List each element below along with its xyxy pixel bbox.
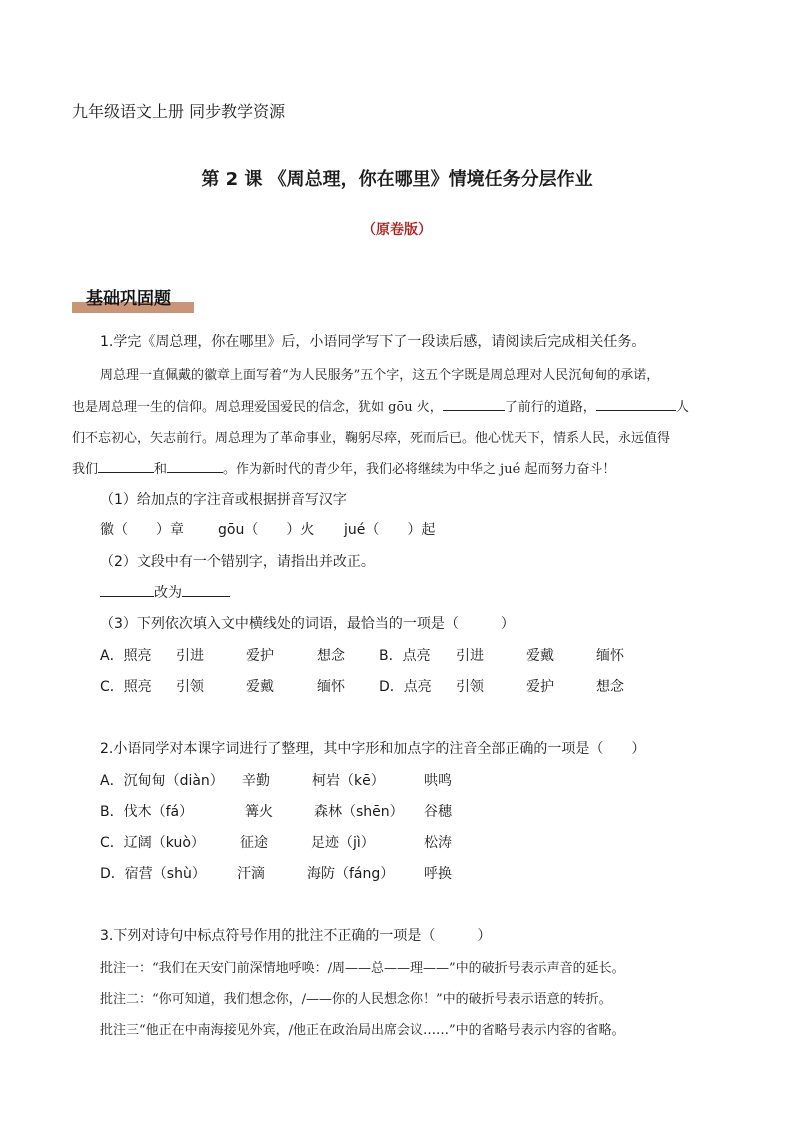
option-d[interactable]: D．点亮 <box>379 679 432 695</box>
q2-option-d[interactable]: D．宿营（shù） <box>100 866 206 882</box>
q2-option-c-word-4: 松涛 <box>424 835 452 851</box>
passage-line-4: 我们 和 。作为新时代的青少年，我们必将继续为中华之 jué 起而努力奋斗！ <box>72 462 616 477</box>
option-c-word-2: 引领 <box>176 679 204 695</box>
option-a-word-2: 引进 <box>176 648 204 664</box>
option-c-word-4: 缅怀 <box>317 679 345 695</box>
option-b[interactable]: B．点亮 <box>379 648 431 664</box>
annotation-1[interactable]: 批注一：“我们在天安门前深情地呼唤：/周——总——理——”中的破折号表示声音的延长。 <box>100 961 625 976</box>
q2-option-b-word-2: 篝火 <box>245 804 273 820</box>
option-d-word-3: 爱护 <box>526 679 554 695</box>
sub2-answer-line: 改为 <box>100 582 230 602</box>
wrong-char-blank[interactable] <box>100 584 154 597</box>
question-1-stem: 1.学完《周总理，你在哪里》后，小语同学写下了一段读后感，请阅读后完成相关任务。 <box>100 334 646 350</box>
question-1-sub2: （2）文段中有一个错别字，请指出并改正。 <box>100 554 375 570</box>
blank-2[interactable] <box>596 398 676 411</box>
question-2-stem: 2.小语同学对本课字词进行了整理，其中字形和加点字的注音全部正确的一项是（ ） <box>100 741 646 757</box>
sub1-item-hui[interactable]: 徽（ ）章 <box>100 522 184 538</box>
blank-3[interactable] <box>98 460 154 473</box>
q2-option-c[interactable]: C．辽阔（kuò） <box>100 835 205 851</box>
option-b-word-2: 引进 <box>456 648 484 664</box>
question-1-sub1: （1）给加点的字注音或根据拼音写汉字 <box>100 492 347 508</box>
sub1-item-jue[interactable]: jué（ ）起 <box>344 522 436 538</box>
q2-option-c-word-3: 足迹（jì） <box>311 835 375 851</box>
resource-header: 九年级语文上册 同步教学资源 <box>72 102 286 121</box>
sub1-item-gou[interactable]: gōu（ ）火 <box>218 522 315 538</box>
option-b-word-4: 缅怀 <box>596 648 624 664</box>
correct-char-blank[interactable] <box>182 584 230 597</box>
blank-1[interactable] <box>443 398 505 411</box>
option-c-word-3: 爱戴 <box>246 679 274 695</box>
q2-option-b-word-4: 谷穗 <box>424 804 452 820</box>
option-d-word-4: 想念 <box>596 679 624 695</box>
option-a-word-3: 爱护 <box>246 648 274 664</box>
option-d-word-2: 引领 <box>456 679 484 695</box>
q2-option-b[interactable]: B．伐木（fá） <box>100 804 194 820</box>
section-title: 基础巩固题 <box>86 289 171 309</box>
q2-option-b-word-3: 森林（shēn） <box>314 804 404 820</box>
question-3-stem: 3.下列对诗句中标点符号作用的批注不正确的一项是（ ） <box>100 928 492 944</box>
q2-option-c-word-2: 征途 <box>240 835 268 851</box>
q2-option-d-word-4: 呼换 <box>424 866 452 882</box>
option-a-word-4: 想念 <box>317 648 345 664</box>
annotation-3[interactable]: 批注三“他正在中南海接见外宾，/他正在政治局出席会议……”中的省略号表示内容的省略。 <box>100 1023 625 1038</box>
passage-line-1: 周总理一直佩戴的徽章上面写着“为人民服务”五个字，这五个字既是周总理对人民沉甸甸的承诺， <box>100 368 660 383</box>
q2-option-a-word-3: 柯岩（kē） <box>312 773 385 789</box>
q2-option-a-word-4: 哄鸣 <box>424 773 452 789</box>
option-c[interactable]: C．照亮 <box>100 679 152 695</box>
passage-line-2: 也是周总理一生的信仰。周总理爱国爱民的信念，犹如 gōu 火， 了前行的道路， 人 <box>72 400 689 415</box>
q2-option-a-word-2: 辛勤 <box>242 773 270 789</box>
q2-option-d-word-3: 海防（fáng） <box>307 866 395 882</box>
page-title: 第 2 课 《周总理，你在哪里》情境任务分层作业 <box>201 169 593 190</box>
option-a[interactable]: A．照亮 <box>100 648 152 664</box>
section-heading <box>72 284 194 312</box>
option-b-word-3: 爱戴 <box>526 648 554 664</box>
page-subtitle: （原卷版） <box>362 222 432 238</box>
annotation-2[interactable]: 批注二：“你可知道，我们想念你，/——你的人民想念你！”中的破折号表示语意的转折。 <box>100 992 612 1007</box>
blank-4[interactable] <box>167 460 223 473</box>
passage-line-3: 们不忘初心，矢志前行。周总理为了革命事业，鞠躬尽瘁，死而后已。他心忧天下，情系人民，永远值得 <box>72 431 671 446</box>
q2-option-a[interactable]: A．沉甸甸（diàn） <box>100 773 224 789</box>
question-1-sub3: （3）下列依次填入文中横线处的词语，最恰当的一项是（ ） <box>100 616 515 632</box>
q2-option-d-word-2: 汗滴 <box>237 866 265 882</box>
